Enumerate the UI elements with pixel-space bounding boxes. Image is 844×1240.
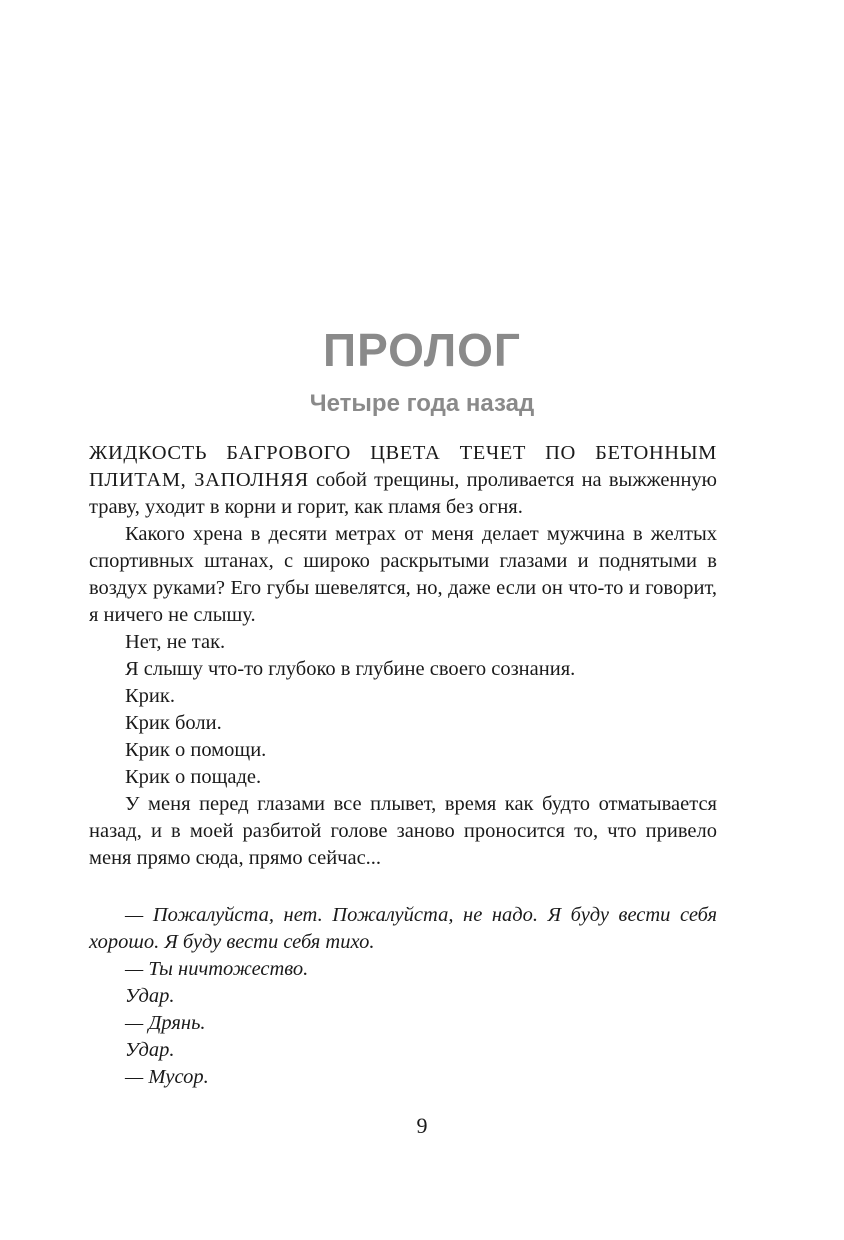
paragraph: Крик о помощи. — [125, 739, 267, 761]
dialog-line: Удар. — [125, 985, 175, 1007]
dialog-text — [89, 902, 717, 1091]
chapter-title: ПРОЛОГ — [323, 324, 521, 376]
paragraph: Нет, не так. — [125, 631, 226, 653]
page-number: 9 — [416, 1113, 428, 1138]
opening-paragraph — [89, 440, 717, 521]
paragraph: Крик боли. — [125, 712, 222, 734]
paragraph: Какого хрена в десяти метрах от меня делает мужчина в желтых спортивных штанах, с широко раскрытыми глазами и поднятыми в воздух руками? Его губы шевелятся, но, даже если он что-то и говорит, я ничего не слышу. — [89, 523, 717, 626]
dialog-line: — Ты ничтожество. — [125, 958, 309, 980]
main-text — [89, 440, 717, 872]
paragraph: Я слышу что-то глубоко в глубине своего сознания. — [125, 658, 576, 680]
paragraph: Крик о пощаде. — [125, 766, 262, 788]
paragraph: У меня перед глазами все плывет, время как будто отматывается назад, и в моей разбитой голове заново проносится то, что привело меня прямо сюда, прямо сейчас... — [89, 793, 717, 869]
dialog-line: — Мусор. — [125, 1066, 209, 1088]
dialog-line: — Дрянь. — [125, 1012, 206, 1034]
paragraph: Крик. — [125, 685, 175, 707]
opening-rest: собой трещины, проливается на выжженную траву, уходит в корни и горит, как пламя без огня. — [89, 469, 717, 518]
opening-caps: ЖИДКОСТЬ БАГРОВОГО ЦВЕТА ТЕЧЕТ ПО БЕТОННЫМ ПЛИТАМ, ЗАПОЛНЯЯ — [89, 442, 717, 491]
chapter-subtitle: Четыре года назад — [309, 390, 535, 417]
dialog-line: Удар. — [125, 1039, 175, 1061]
dialog-line: — Пожалуйста, нет. Пожалуйста, не надо. Я буду вести себя хорошо. Я буду вести себя тихо. — [89, 904, 717, 953]
